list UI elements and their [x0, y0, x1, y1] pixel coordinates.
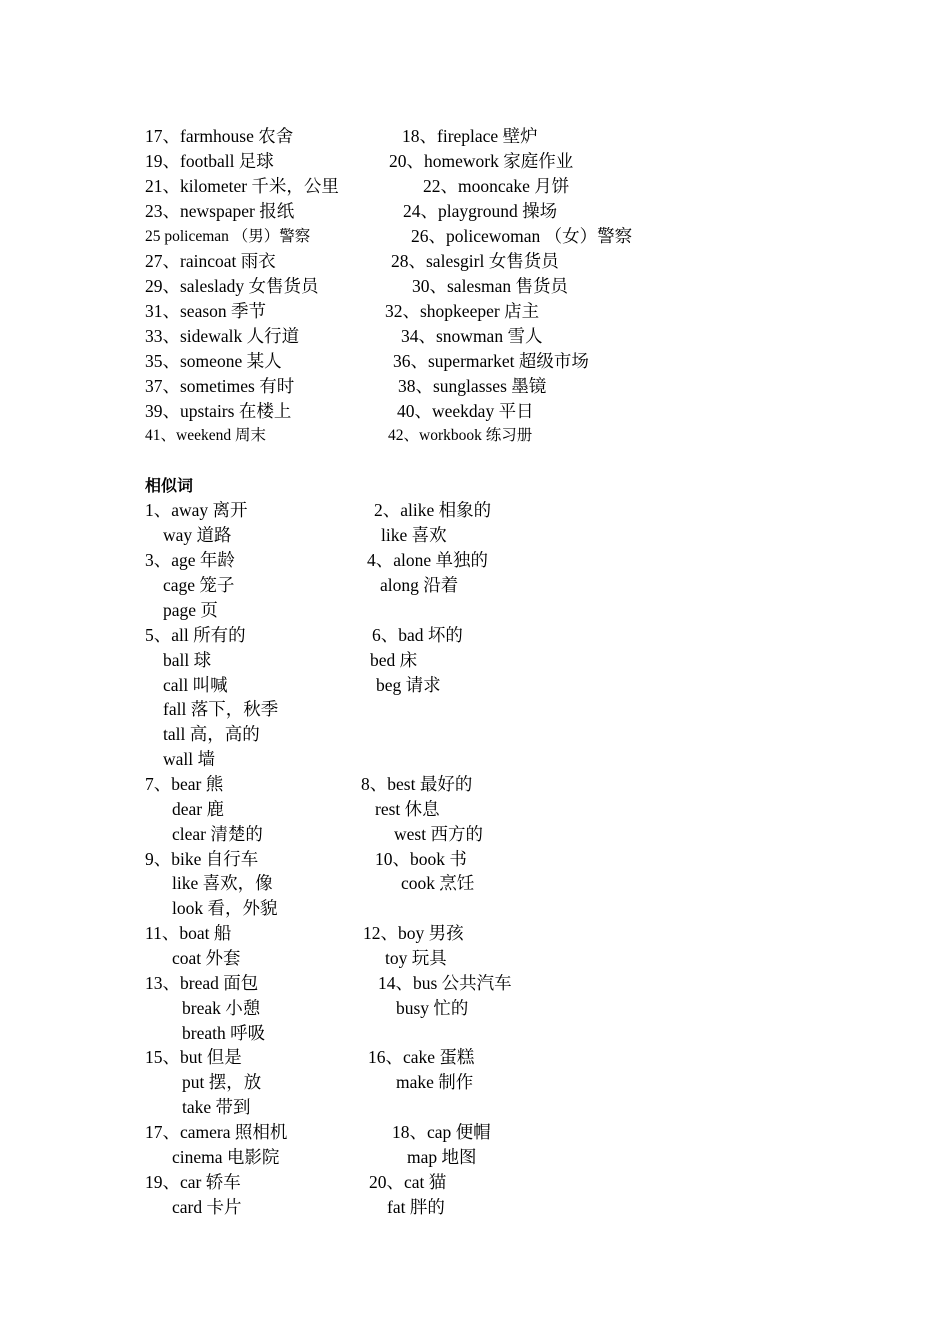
similar-row — [0, 1045, 950, 1070]
vocab-entry: 20、homework 家庭作业 — [389, 151, 574, 171]
similar-entry: dear 鹿 — [172, 799, 224, 819]
similar-entry: page 页 — [163, 600, 218, 620]
similar-entry: 9、bike 自行车 — [145, 849, 259, 869]
similar-entry: 5、all 所有的 — [145, 625, 246, 645]
vocab-entry: 28、salesgirl 女售货员 — [391, 251, 559, 271]
vocab-row — [0, 124, 950, 149]
vocab-entry: 33、sidewalk 人行道 — [145, 326, 300, 346]
similar-row — [0, 673, 950, 698]
similar-row — [0, 747, 950, 772]
similar-row — [0, 697, 950, 722]
similar-entry: bed 床 — [370, 650, 418, 670]
vocab-entry: 24、playground 操场 — [403, 201, 558, 221]
vocab-entry: 19、football 足球 — [145, 151, 274, 171]
similar-entry: 13、bread 面包 — [145, 973, 259, 993]
similar-row — [0, 1120, 950, 1145]
similar-row — [0, 623, 950, 648]
similar-entry: take 带到 — [182, 1097, 251, 1117]
similar-row — [0, 921, 950, 946]
vocab-row — [0, 224, 950, 249]
similar-entry: 12、boy 男孩 — [363, 923, 464, 943]
similar-entry: 19、car 轿车 — [145, 1172, 241, 1192]
similar-row — [0, 896, 950, 921]
similar-row — [0, 871, 950, 896]
vocab-entry: 38、sunglasses 墨镜 — [398, 376, 547, 396]
similar-entry: 17、camera 照相机 — [145, 1122, 288, 1142]
similar-entry: put 摆，放 — [182, 1072, 262, 1092]
vocab-entry: 39、upstairs 在楼上 — [145, 401, 292, 421]
vocab-entry: 36、supermarket 超级市场 — [393, 351, 589, 371]
similar-row — [0, 523, 950, 548]
vocab-entry: 42、workbook 练习册 — [388, 427, 533, 444]
vocab-entry: 27、raincoat 雨衣 — [145, 251, 276, 271]
similar-entry: 4、alone 单独的 — [367, 550, 489, 570]
similar-entry: beg 请求 — [376, 675, 441, 695]
similar-entry: 3、age 年龄 — [145, 550, 235, 570]
similar-entry: cook 烹饪 — [401, 873, 475, 893]
similar-entry: ball 球 — [163, 650, 212, 670]
similar-entry: busy 忙的 — [396, 998, 469, 1018]
similar-row — [0, 598, 950, 623]
vocab-row — [0, 174, 950, 199]
vocab-row — [0, 249, 950, 274]
vocab-row — [0, 199, 950, 224]
similar-entry: fat 胖的 — [387, 1197, 445, 1217]
similar-row — [0, 1070, 950, 1095]
vocab-row — [0, 274, 950, 299]
similar-entry: card 卡片 — [172, 1197, 242, 1217]
similar-entry: look 看，外貌 — [172, 898, 278, 918]
similar-entry: make 制作 — [396, 1072, 474, 1092]
vocab-entry: 25 policeman （男）警察 — [145, 228, 311, 245]
similar-entry: toy 玩具 — [385, 948, 447, 968]
similar-row — [0, 946, 950, 971]
similar-entry: tall 高，高的 — [163, 724, 260, 744]
similar-row — [0, 498, 950, 523]
vocab-row — [0, 399, 950, 424]
vocab-entry: 29、saleslady 女售货员 — [145, 276, 319, 296]
similar-entry: 16、cake 蛋糕 — [368, 1047, 475, 1067]
vocab-row — [0, 324, 950, 349]
similar-row — [0, 1095, 950, 1120]
similar-row — [0, 847, 950, 872]
vocab-entry: 22、mooncake 月饼 — [423, 176, 570, 196]
similar-entry: 11、boat 船 — [145, 923, 232, 943]
similar-entry: fall 落下，秋季 — [163, 699, 279, 719]
similar-entry: 10、book 书 — [375, 849, 467, 869]
vocab-entry: 17、farmhouse 农舍 — [145, 126, 294, 146]
similar-row — [0, 822, 950, 847]
similar-row — [0, 573, 950, 598]
similar-entry: wall 墙 — [163, 749, 216, 769]
similar-entry: 1、away 离开 — [145, 500, 248, 520]
similar-entry: like 喜欢 — [381, 525, 447, 545]
vocab-entry: 35、someone 某人 — [145, 351, 282, 371]
vocab-entry: 18、fireplace 壁炉 — [402, 126, 538, 146]
vocab-entry: 40、weekday 平日 — [397, 401, 534, 421]
vocab-entry: 23、newspaper 报纸 — [145, 201, 295, 221]
similar-row — [0, 1195, 950, 1220]
similar-row — [0, 1170, 950, 1195]
similar-entry: 20、cat 猫 — [369, 1172, 447, 1192]
vocab-row — [0, 374, 950, 399]
similar-entry: breath 呼吸 — [182, 1023, 266, 1043]
similar-entry: 2、alike 相象的 — [374, 500, 492, 520]
vocab-entry: 37、sometimes 有时 — [145, 376, 295, 396]
similar-entry: 7、bear 熊 — [145, 774, 224, 794]
similar-entry: rest 休息 — [375, 799, 440, 819]
similar-entry: along 沿着 — [380, 575, 459, 595]
similar-row — [0, 971, 950, 996]
vocab-entry: 31、season 季节 — [145, 301, 267, 321]
similar-row — [0, 797, 950, 822]
similar-entry: call 叫喊 — [163, 675, 228, 695]
similar-entry: 14、bus 公共汽车 — [378, 973, 512, 993]
similar-entry: clear 清楚的 — [172, 824, 263, 844]
similar-entry: 15、but 但是 — [145, 1047, 242, 1067]
similar-row — [0, 548, 950, 573]
similar-entry: map 地图 — [407, 1147, 477, 1167]
similar-row — [0, 722, 950, 747]
vocab-entry: 41、weekend 周末 — [145, 427, 266, 444]
similar-row — [0, 996, 950, 1021]
similar-entry: break 小憩 — [182, 998, 261, 1018]
similar-entry: cage 笼子 — [163, 575, 235, 595]
similar-entry: west 西方的 — [394, 824, 483, 844]
vocab-row — [0, 299, 950, 324]
similar-entry: like 喜欢，像 — [172, 873, 273, 893]
similar-entry: 6、bad 坏的 — [372, 625, 463, 645]
vocab-entry: 34、snowman 雪人 — [401, 326, 543, 346]
similar-entry: 18、cap 便帽 — [392, 1122, 491, 1142]
similar-row — [0, 648, 950, 673]
similar-entry: coat 外套 — [172, 948, 241, 968]
similar-entry: cinema 电影院 — [172, 1147, 280, 1167]
vocab-entry: 21、kilometer 千米，公里 — [145, 176, 339, 196]
vocab-entry: 30、salesman 售货员 — [412, 276, 569, 296]
similar-entry: 8、best 最好的 — [361, 774, 473, 794]
vocab-row — [0, 149, 950, 174]
similar-row — [0, 772, 950, 797]
section-title: 相似词 — [145, 476, 194, 495]
vocab-row — [0, 349, 950, 374]
similar-entry: way 道路 — [163, 525, 232, 545]
similar-row — [0, 1145, 950, 1170]
similar-row — [0, 1021, 950, 1046]
vocab-entry: 26、policewoman （女）警察 — [411, 226, 633, 246]
vocab-entry: 32、shopkeeper 店主 — [385, 301, 540, 321]
vocab-row — [0, 423, 950, 448]
